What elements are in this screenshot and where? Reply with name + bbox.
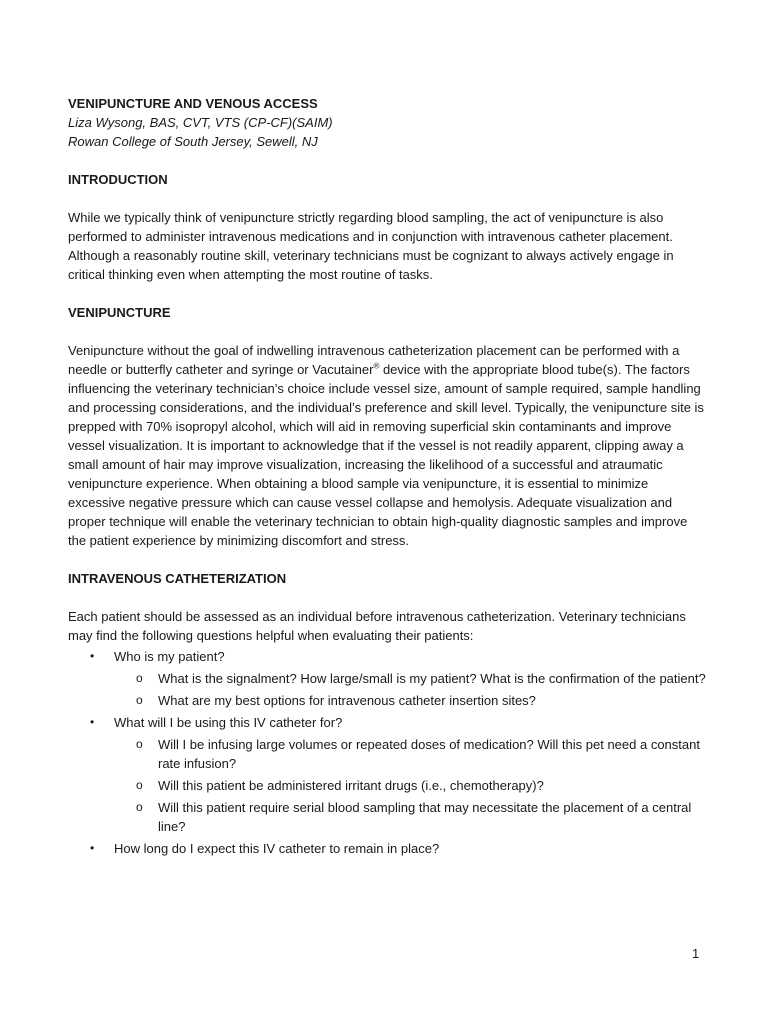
bullet-icon: • (90, 841, 95, 855)
list-item (68, 839, 708, 858)
sub-list-item (114, 776, 708, 795)
affiliation-line: Rowan College of South Jersey, Sewell, NJ (68, 134, 318, 149)
circle-bullet-icon: o (136, 693, 143, 707)
document-title: VENIPUNCTURE AND VENOUS ACCESS (68, 96, 318, 111)
document-page (68, 94, 708, 860)
sub-list-item-text: Will this patient require serial blood sampling that may necessitate the placement of a central line? (158, 800, 692, 834)
list-item-text: How long do I expect this IV catheter to remain in place? (114, 841, 440, 856)
catheterization-paragraph: Each patient should be assessed as an individual before intravenous catheterization. Veterinary technicians may find the following questions helpful when evaluating their patients: (68, 609, 686, 643)
venipuncture-text-part1: Venipuncture without the goal of indwelling intravenous catheterization placement can be performed with a needle or butterfly catheter and syringe or Vacutainer (68, 343, 680, 377)
page-number: 1 (692, 946, 700, 961)
registered-mark: ® (373, 361, 380, 371)
list-item (68, 713, 708, 836)
introduction-paragraph: While we typically think of venipuncture strictly regarding blood sampling, the act of venipuncture is also performed to administer intravenous medications and in conjunction with intravenous catheter placement. Although a reasonably routine skill, veterinary technicians must be cognizant to always actively engage in critical thinking even when attempting the most routine of tasks. (68, 210, 674, 282)
sub-list-item-text: Will I be infusing large volumes or repeated doses of medication? Will this pet need a constant rate infusion? (158, 737, 700, 771)
circle-bullet-icon: o (136, 737, 143, 751)
list-item (68, 647, 708, 710)
sub-question-list (114, 735, 708, 836)
venipuncture-paragraph (68, 341, 708, 550)
sub-list-item-text: What is the signalment? How large/small is my patient? What is the confirmation of the patient? (158, 671, 706, 686)
sub-list-item (114, 798, 708, 836)
list-item-text: What will I be using this IV catheter for? (114, 715, 343, 730)
circle-bullet-icon: o (136, 778, 143, 792)
sub-list-item (114, 691, 708, 710)
sub-list-item (114, 669, 708, 688)
list-item-text: Who is my patient? (114, 649, 225, 664)
sub-list-item-text: Will this patient be administered irritant drugs (i.e., chemotherapy)? (158, 778, 544, 793)
introduction-heading: INTRODUCTION (68, 172, 168, 187)
circle-bullet-icon: o (136, 800, 143, 814)
sub-list-item (114, 735, 708, 773)
sub-list-item-text: What are my best options for intravenous catheter insertion sites? (158, 693, 536, 708)
circle-bullet-icon: o (136, 671, 143, 685)
question-list (68, 647, 708, 858)
bullet-icon: • (90, 649, 95, 663)
sub-question-list (114, 669, 708, 710)
catheterization-heading: INTRAVENOUS CATHETERIZATION (68, 571, 287, 586)
venipuncture-heading: VENIPUNCTURE (68, 305, 171, 320)
bullet-icon: • (90, 715, 95, 729)
venipuncture-text-part2: device with the appropriate blood tube(s). The factors influencing the veterinary technician’s choice include vessel size, amount of sample required, sample handling and processing considerations, and the individual’s preference and skill level. Typically, the venipuncture site is prepped with 70% isopropyl alcohol, which will aid in removing superficial skin contaminants and improve vessel visualization. It is important to acknowledge that if the vessel is not readily apparent, clipping away a small amount of hair may improve visualization, increasing the likelihood of a successful and atraumatic venipuncture experience. When obtaining a blood sample via venipuncture, it is essential to minimize excessive negative pressure which can cause vessel collapse and hemolysis. Adequate visualization and proper technique will enable the veterinary technician to obtain high-quality diagnostic samples and improve the patient experience by minimizing discomfort and stress. (68, 362, 704, 548)
author-line: Liza Wysong, BAS, CVT, VTS (CP-CF)(SAIM) (68, 115, 333, 130)
